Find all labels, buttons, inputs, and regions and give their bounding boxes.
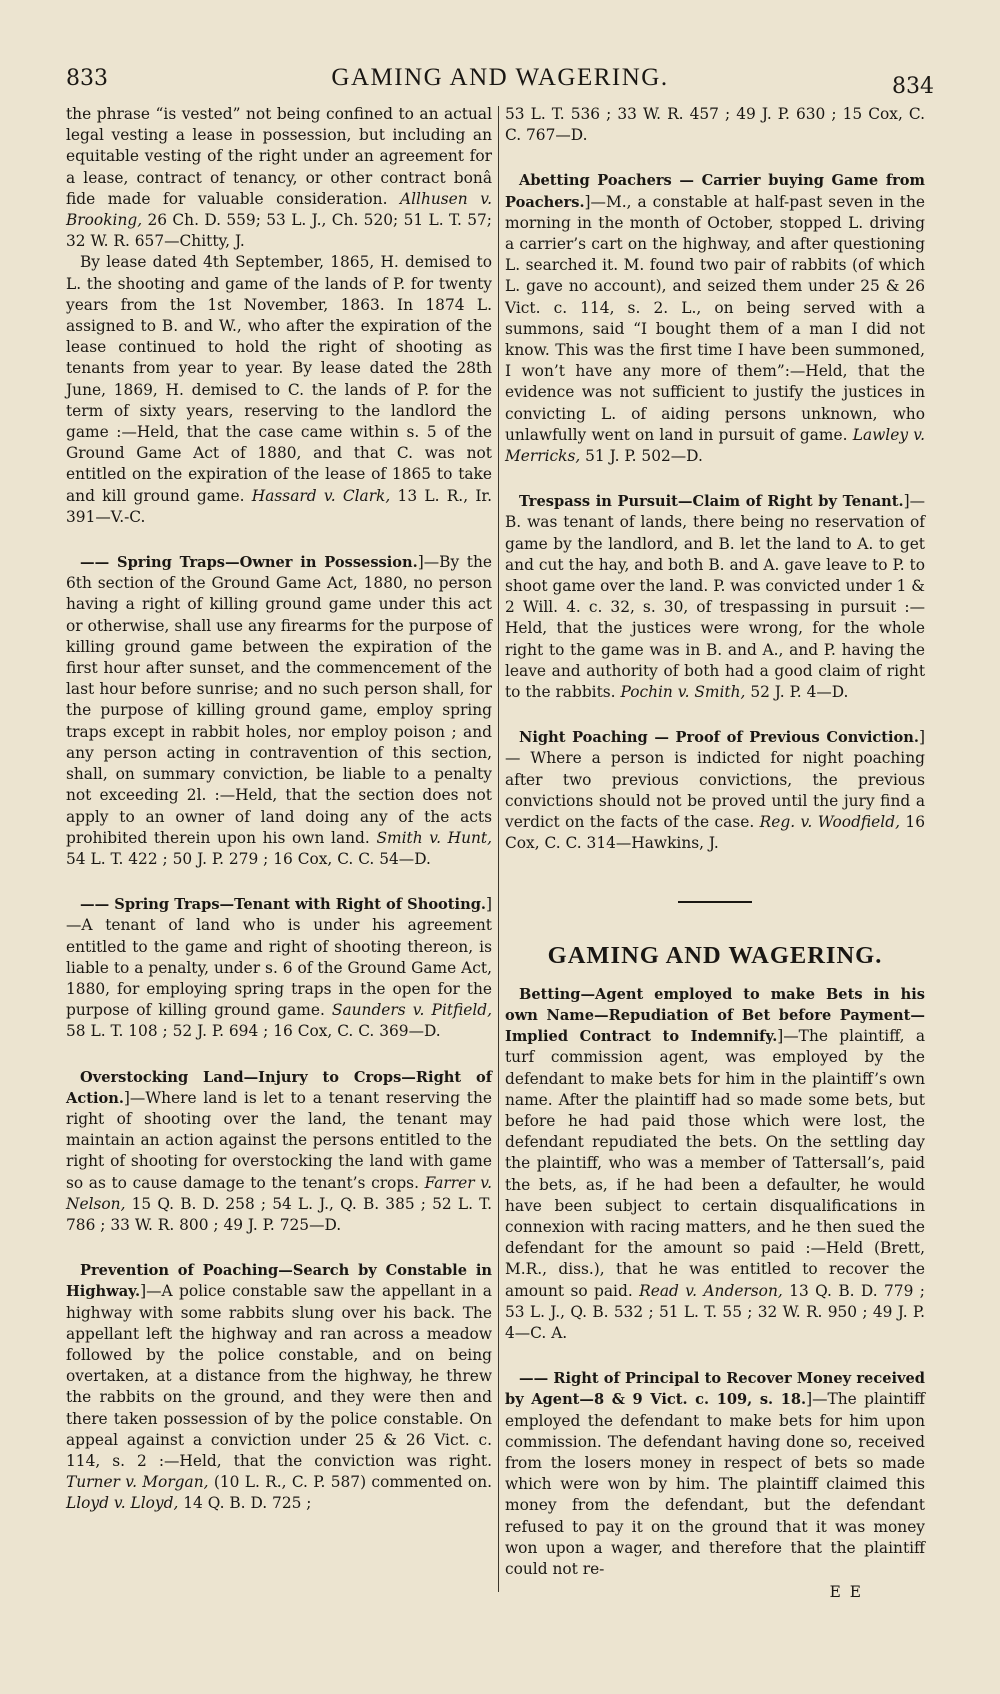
continued-citation: 53 L. T. 536 ; 33 W. R. 457 ; 49 J. P. 630 ; 15 Cox, C. C. 767—D. bbox=[505, 105, 925, 145]
citation: 52 J. P. 4—D. bbox=[745, 683, 849, 702]
running-title: GAMING AND WAGERING. bbox=[331, 64, 669, 91]
left-column bbox=[66, 104, 492, 1515]
citation: (10 L. R., C. P. 587) commented on. bbox=[208, 1473, 493, 1492]
case-name: Read v. Anderson, bbox=[639, 1281, 783, 1300]
entry-body: ]—The plaintiff, a turf commission agent, was employed by the defendant to make bets for him in the plaintiff’s own name. After the plaintiff had so made some bets, but before he had paid those which were lost, the defendant repudiated the bets. On the settling day the plaintiff, who was a member of Tattersall’s, paid the bets, as, if he had been a defaulter, he would have been subject to certain disqualifications in connexion with racing matters, and he then sued the defendant for the amount so paid :—Held (Brett, M.R., diss.), that he was entitled to recover the amount so paid. bbox=[505, 1027, 925, 1300]
entry-body: ]—B. was tenant of lands, there being no reservation of game by the landlord, and B. let the land to A. to get and cut the hay, and both B. and A. gave leave to P. to shoot game over the land. P. was convicted under 1 & 2 Will. 4. c. 32, s. 30, of trespassing in pursuit :—Held, that the justices were wrong, for the whole right to the game was in B. and A., and P. having the leave and authority of both had a good claim of right to the rabbits. bbox=[505, 492, 925, 702]
citation: 54 L. T. 422 ; 50 J. P. 279 ; 16 Cox, C. C. 54—D. bbox=[66, 849, 431, 868]
paragraph-text: By lease dated 4th September, 1865, H. demised to L. the shooting and game of the lands of P. for twenty years from the 1st November, 1863. In 1874 L. assigned to B. and W., who after the expiration of the lease continued to hold the right of shooting as tenants from year to year. By lease dated the 28th June, 1869, H. demised to C. the lands of P. for the term of sixty years, reserving to the landlord the game :—Held, that the case came within s. 5 of the Ground Game Act of 1880, and that C. was not entitled on the expiration of the lease of 1865 to take and kill ground game. bbox=[66, 253, 492, 505]
entry-body: ]—A police constable saw the appellant in a highway with some rabbits slung over his back. The appellant left the highway and ran across a meadow followed by the police constable, and on being overtaken, at a distance from the highway, he threw the rabbits on the ground, and they were then and there taken possession of by the police constable. On appeal against a conviction under 25 & 26 Vict. c. 114, s. 2 :—Held, that the conviction was right. bbox=[66, 1282, 492, 1470]
entry-body: ]—Where land is let to a tenant reserving the right of shooting over the land, the tenant may maintain an action against the persons entitled to the right of shooting for overstocking the land with game so as to cause damage to the tenant’s crops. bbox=[66, 1088, 492, 1192]
section-title: GAMING AND WAGERING. bbox=[547, 941, 883, 969]
column-divider bbox=[498, 106, 499, 1592]
entry-heading: Betting—Agent employed to make Bets in his own Name—Repudiation of Bet before Payment—Implied Contract to Indemnify. bbox=[505, 985, 925, 1046]
entry-heading: —— Spring Traps—Tenant with Right of Shooting. bbox=[80, 896, 486, 914]
entry-heading: —— Right of Principal to Recover Money received by Agent—8 & 9 Vict. c. 109, s. 18. bbox=[505, 1370, 925, 1409]
case-name: Pochin v. Smith, bbox=[620, 683, 746, 702]
left-page-number: 833 bbox=[66, 66, 108, 91]
citation: 13 Q. B. D. 779 ; 53 L. J., Q. B. 532 ; 51 L. T. 55 ; 32 W. R. 950 ; 49 J. P. 4—C. A. bbox=[505, 1281, 925, 1342]
paragraph-text: the phrase “is vested” not being confined to an actual legal vesting a lease in possession, but including an equitable vesting of the right under an agreement for a lease, contract of tenancy, or other contract bonâ fide made for valuable consideration. bbox=[66, 105, 492, 208]
page-header bbox=[66, 64, 934, 104]
right-page-number: 834 bbox=[892, 74, 934, 99]
section-rule bbox=[678, 901, 752, 903]
digest-entry bbox=[505, 1368, 925, 1580]
citation: 58 L. T. 108 ; 52 J. P. 694 ; 16 Cox, C. C. 369—D. bbox=[66, 1022, 441, 1041]
digest-entry bbox=[66, 1260, 492, 1514]
case-name: Reg. v. Woodfield, bbox=[759, 813, 900, 832]
entry-heading: Prevention of Poaching—Search by Constable in Highway. bbox=[66, 1262, 492, 1301]
entry-heading: Night Poaching — Proof of Previous Conviction. bbox=[519, 729, 919, 747]
citation: 14 Q. B. D. 725 ; bbox=[178, 1494, 312, 1513]
entry-body: ]—M., a constable at half-past seven in the morning in the month of October, stopped L. driving a carrier’s cart on the highway, and after questioning L. searched it. M. found two pair of rabbits (of which L. gave no account), and seized them under 25 & 26 Vict. c. 114, s. 2. L., on being served with a summons, said “I bought them of a man I did not know. This was the first time I have been summoned, I won’t have any more of them”:—Held, that the evidence was not sufficient to justify the justices in convicting L. of aiding persons unknown, who unlawfully went on land in pursuit of game. bbox=[505, 192, 925, 444]
citation: 51 J. P. 502—D. bbox=[580, 447, 703, 466]
citation: 16 Cox, C. C. 314—Hawkins, J. bbox=[505, 813, 925, 853]
case-name: Smith v. Hunt, bbox=[376, 828, 493, 847]
digest-entry bbox=[505, 491, 925, 703]
digest-entry bbox=[66, 1067, 492, 1237]
paragraph bbox=[66, 252, 492, 528]
digest-entry bbox=[505, 170, 925, 467]
entry-body: ]—A tenant of land who is under his agreement entitled to the game and right of shooting thereon, is liable to a penalty, under s. 6 of the Ground Game Act, 1880, for employing spring traps in the open for the purpose of killing ground game. bbox=[66, 895, 492, 1020]
digest-entry bbox=[66, 552, 492, 870]
case-name: Lloyd v. Lloyd, bbox=[66, 1494, 179, 1513]
citation: 13 L. R., Ir. 391—V.-C. bbox=[66, 486, 492, 526]
entry-heading: Abetting Poachers — Carrier buying Game from Poachers. bbox=[505, 172, 925, 211]
entry-body: ]—By the 6th section of the Ground Game Act, 1880, no person having a right of killing ground game under this act or otherwise, shall use any firearms for the purpose of killing ground game between the expiration of the first hour after sunset, and the commencement of the last hour before sunrise; and no such person shall, for the purpose of killing ground game, employ spring traps except in rabbit holes, nor employ poison ; and any person acting in contravention of this section, shall, on summary conviction, be liable to a penalty not exceeding 2l. :—Held, that the section does not apply to an owner of land doing any of the acts prohibited therein upon his own land. bbox=[66, 553, 492, 847]
case-name: Lawley v. Merricks, bbox=[505, 425, 925, 466]
digest-entry bbox=[66, 894, 492, 1042]
case-name: Allhusen v. Brooking, bbox=[66, 189, 492, 230]
right-column bbox=[505, 104, 925, 1603]
entry-heading: Trespass in Pursuit—Claim of Right by Tenant. bbox=[519, 493, 904, 511]
digest-entry bbox=[505, 984, 925, 1344]
entry-body: ] — Where a person is indicted for night poaching after two previous convictions, the previous convictions should not be proved until the jury find a verdict on the facts of the case. bbox=[505, 728, 925, 832]
case-name: Saunders v. Pitfield, bbox=[331, 1001, 492, 1020]
citation: 26 Ch. D. 559; 53 L. J., Ch. 520; 51 L. T. 57; 32 W. R. 657—Chitty, J. bbox=[66, 211, 492, 251]
entry-heading: Overstocking Land—Injury to Crops—Right of Action. bbox=[66, 1068, 492, 1107]
digest-entry bbox=[505, 727, 925, 854]
case-name: Turner v. Morgan, bbox=[66, 1473, 209, 1492]
continued-paragraph bbox=[66, 104, 492, 252]
entry-heading: —— Spring Traps—Owner in Possession. bbox=[80, 554, 418, 572]
case-name: Hassard v. Clark, bbox=[251, 486, 391, 505]
signature-mark: E E bbox=[829, 1583, 863, 1602]
case-name: Farrer v. Nelson, bbox=[66, 1173, 492, 1213]
entry-body: ]—The plaintiff employed the defendant to make bets for him upon commission. The defendant having done so, received from the losers money in respect of bets so made which were won by him. The plaintiff claimed this money from the defendant, but the defendant refused to pay it on the ground that it was money won upon a wager, and therefore that the plaintiff could not re- bbox=[505, 1390, 925, 1578]
citation: 15 Q. B. D. 258 ; 54 L. J., Q. B. 385 ; 52 L. T. 786 ; 33 W. R. 800 ; 49 J. P. 725—D. bbox=[66, 1194, 492, 1234]
